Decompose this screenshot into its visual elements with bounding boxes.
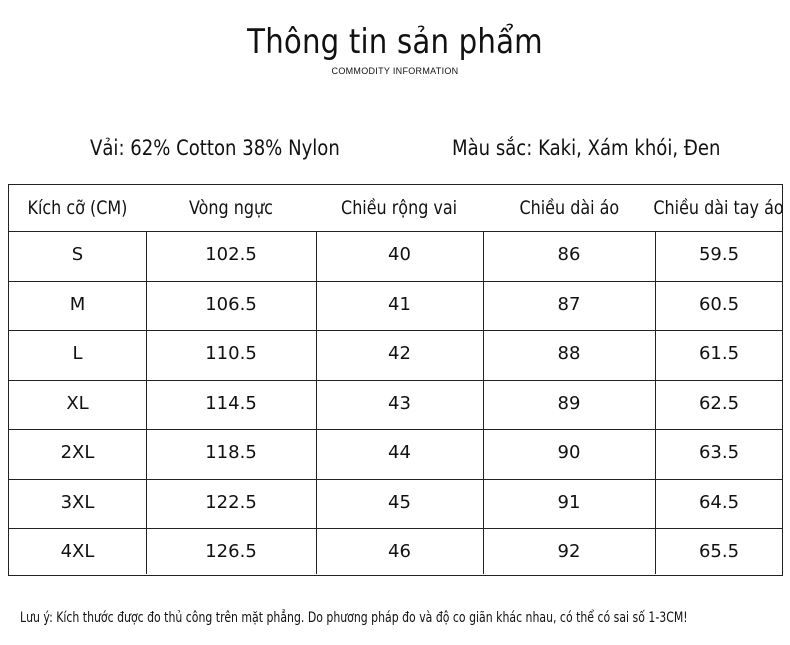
cell-shoulder: 41 <box>388 293 411 315</box>
cell-chest: 118.5 <box>205 442 257 464</box>
measurement-note: Lưu ý: Kích thước được đo thủ công trên mặt phẳng. Do phương pháp đo và độ co giãn khác nhau, có thể có sai số 1-3CM! <box>20 610 688 626</box>
cell-sleeve: 59.5 <box>698 244 740 266</box>
cell-shoulder: 44 <box>388 442 411 464</box>
cell-size: M <box>69 293 86 315</box>
cell-shoulder: 45 <box>388 491 411 513</box>
cell-sleeve: 61.5 <box>698 343 740 365</box>
page-title: Thông tin sản phẩm <box>247 22 543 62</box>
cell-length: 90 <box>557 442 581 464</box>
column-divider <box>655 231 656 574</box>
cell-shoulder: 46 <box>388 541 411 563</box>
column-header-chest: Vòng ngực <box>189 197 273 219</box>
cell-size: L <box>72 343 83 365</box>
cell-chest: 106.5 <box>205 293 257 315</box>
cell-sleeve: 62.5 <box>698 392 740 414</box>
cell-size: 3XL <box>60 491 95 513</box>
cell-sleeve: 60.5 <box>698 293 740 315</box>
cell-length: 87 <box>557 293 581 315</box>
material-info: Vải: 62% Cotton 38% Nylon <box>90 136 340 160</box>
cell-size: 2XL <box>60 442 95 464</box>
cell-sleeve: 64.5 <box>698 491 740 513</box>
column-divider <box>483 231 484 574</box>
color-info: Màu sắc: Kaki, Xám khói, Đen <box>452 136 721 160</box>
cell-shoulder: 42 <box>388 343 411 365</box>
cell-chest: 110.5 <box>205 343 257 365</box>
cell-chest: 114.5 <box>205 392 257 414</box>
cell-length: 88 <box>557 343 581 365</box>
size-table <box>8 184 783 576</box>
cell-size: XL <box>66 392 89 414</box>
cell-length: 89 <box>557 392 581 414</box>
cell-shoulder: 43 <box>388 392 411 414</box>
cell-shoulder: 40 <box>388 244 411 266</box>
cell-sleeve: 63.5 <box>698 442 740 464</box>
column-divider <box>146 231 147 574</box>
column-header-size: Kích cỡ (CM) <box>27 197 128 219</box>
cell-length: 86 <box>557 244 581 266</box>
table-header-row <box>9 185 785 231</box>
column-header-sleeve: Chiều dài tay áo <box>653 197 785 219</box>
column-divider <box>316 231 317 574</box>
cell-chest: 122.5 <box>205 491 257 513</box>
column-header-shoulder: Chiều rộng vai <box>341 197 458 219</box>
cell-sleeve: 65.5 <box>698 541 740 563</box>
cell-size: 4XL <box>60 541 95 563</box>
cell-length: 91 <box>557 491 581 513</box>
cell-size: S <box>71 244 84 266</box>
cell-length: 92 <box>557 541 581 563</box>
cell-chest: 102.5 <box>205 244 257 266</box>
cell-chest: 126.5 <box>205 541 257 563</box>
page-subtitle: COMMODITY INFORMATION <box>331 66 459 76</box>
column-header-length: Chiều dài áo <box>519 197 619 219</box>
